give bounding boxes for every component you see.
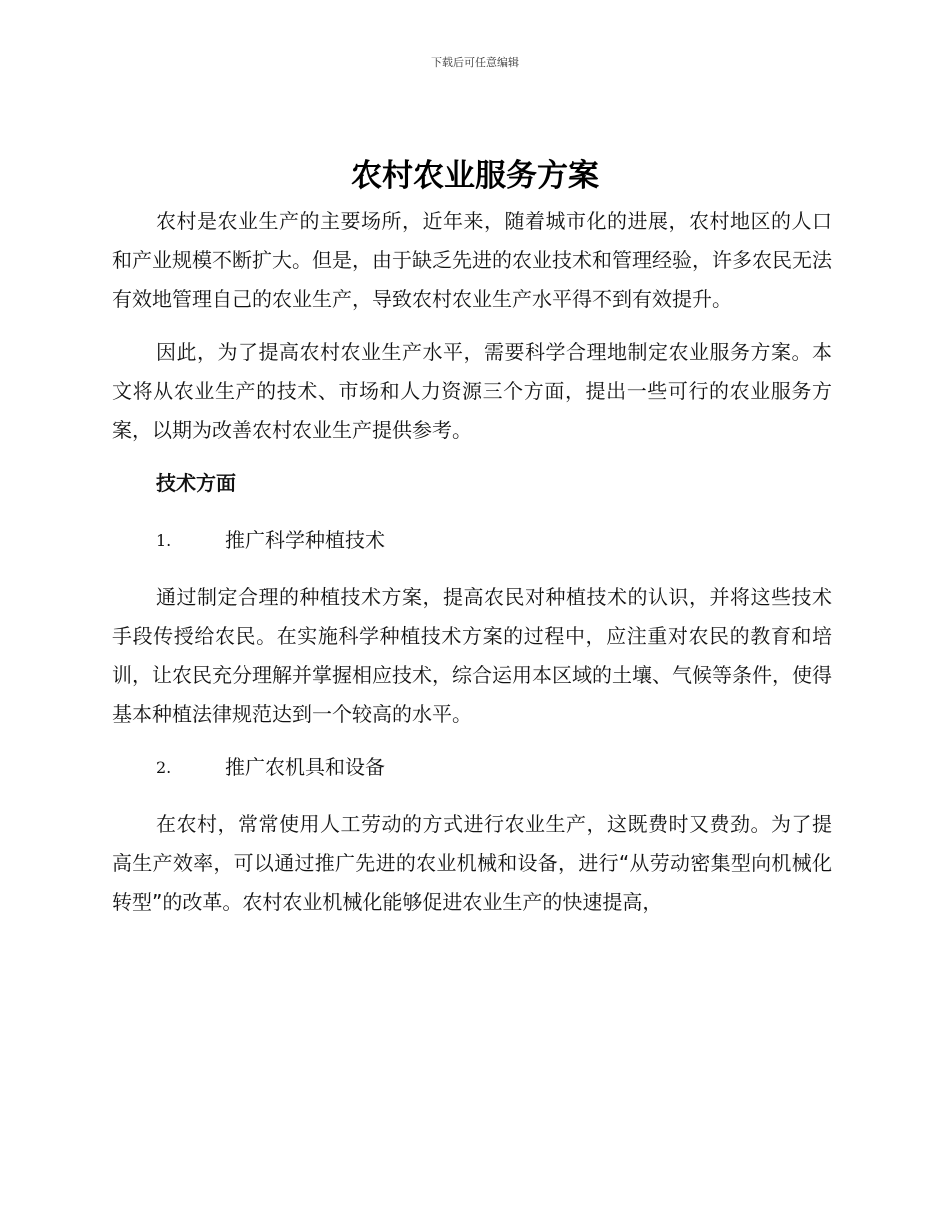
document-body	[112, 202, 832, 936]
section-heading-tech: 技术方面	[156, 471, 236, 495]
intro-paragraph-1: 农村是农业生产的主要场所，近年来，随着城市化的进展，农村地区的人口和产业规模不断扩大。但是，由于缺乏先进的农业技术和管理经验，许多农民无法有效地管理自己的农业生产，导致农村农业生产水平得不到有效提升。	[112, 209, 832, 311]
list-item-number: 1.	[156, 531, 172, 550]
item-2-paragraph: 在农村，常常使用人工劳动的方式进行农业生产，这既费时又费劲。为了提高生产效率，可以通过推广先进的农业机械和设备，进行“从劳动密集型向机械化转型”的改革。农村农业机械化能够促进农业生产的快速提高，	[112, 812, 832, 914]
list-item-title: 推广科学种植技术	[225, 528, 385, 552]
document-title: 农村农业服务方案	[351, 158, 599, 194]
list-item-title: 推广农机具和设备	[225, 755, 385, 779]
item-1-paragraph: 通过制定合理的种植技术方案，提高农民对种植技术的认识，并将这些技术手段传授给农民。在实施科学种植技术方案的过程中，应注重对农民的教育和培训，让农民充分理解并掌握相应技术，综合运用本区域的土壤、气候等条件，使得基本种植法律规范达到一个较高的水平。	[112, 585, 832, 726]
list-item-1	[112, 521, 832, 560]
list-item-number: 2.	[156, 758, 172, 777]
intro-paragraph-2: 因此，为了提高农村农业生产水平，需要科学合理地制定农业服务方案。本文将从农业生产的技术、市场和人力资源三个方面，提出一些可行的农业服务方案，以期为改善农村农业生产提供参考。	[112, 340, 832, 442]
list-item-2	[112, 748, 832, 787]
page-header: 下载后可任意编辑	[431, 56, 519, 69]
